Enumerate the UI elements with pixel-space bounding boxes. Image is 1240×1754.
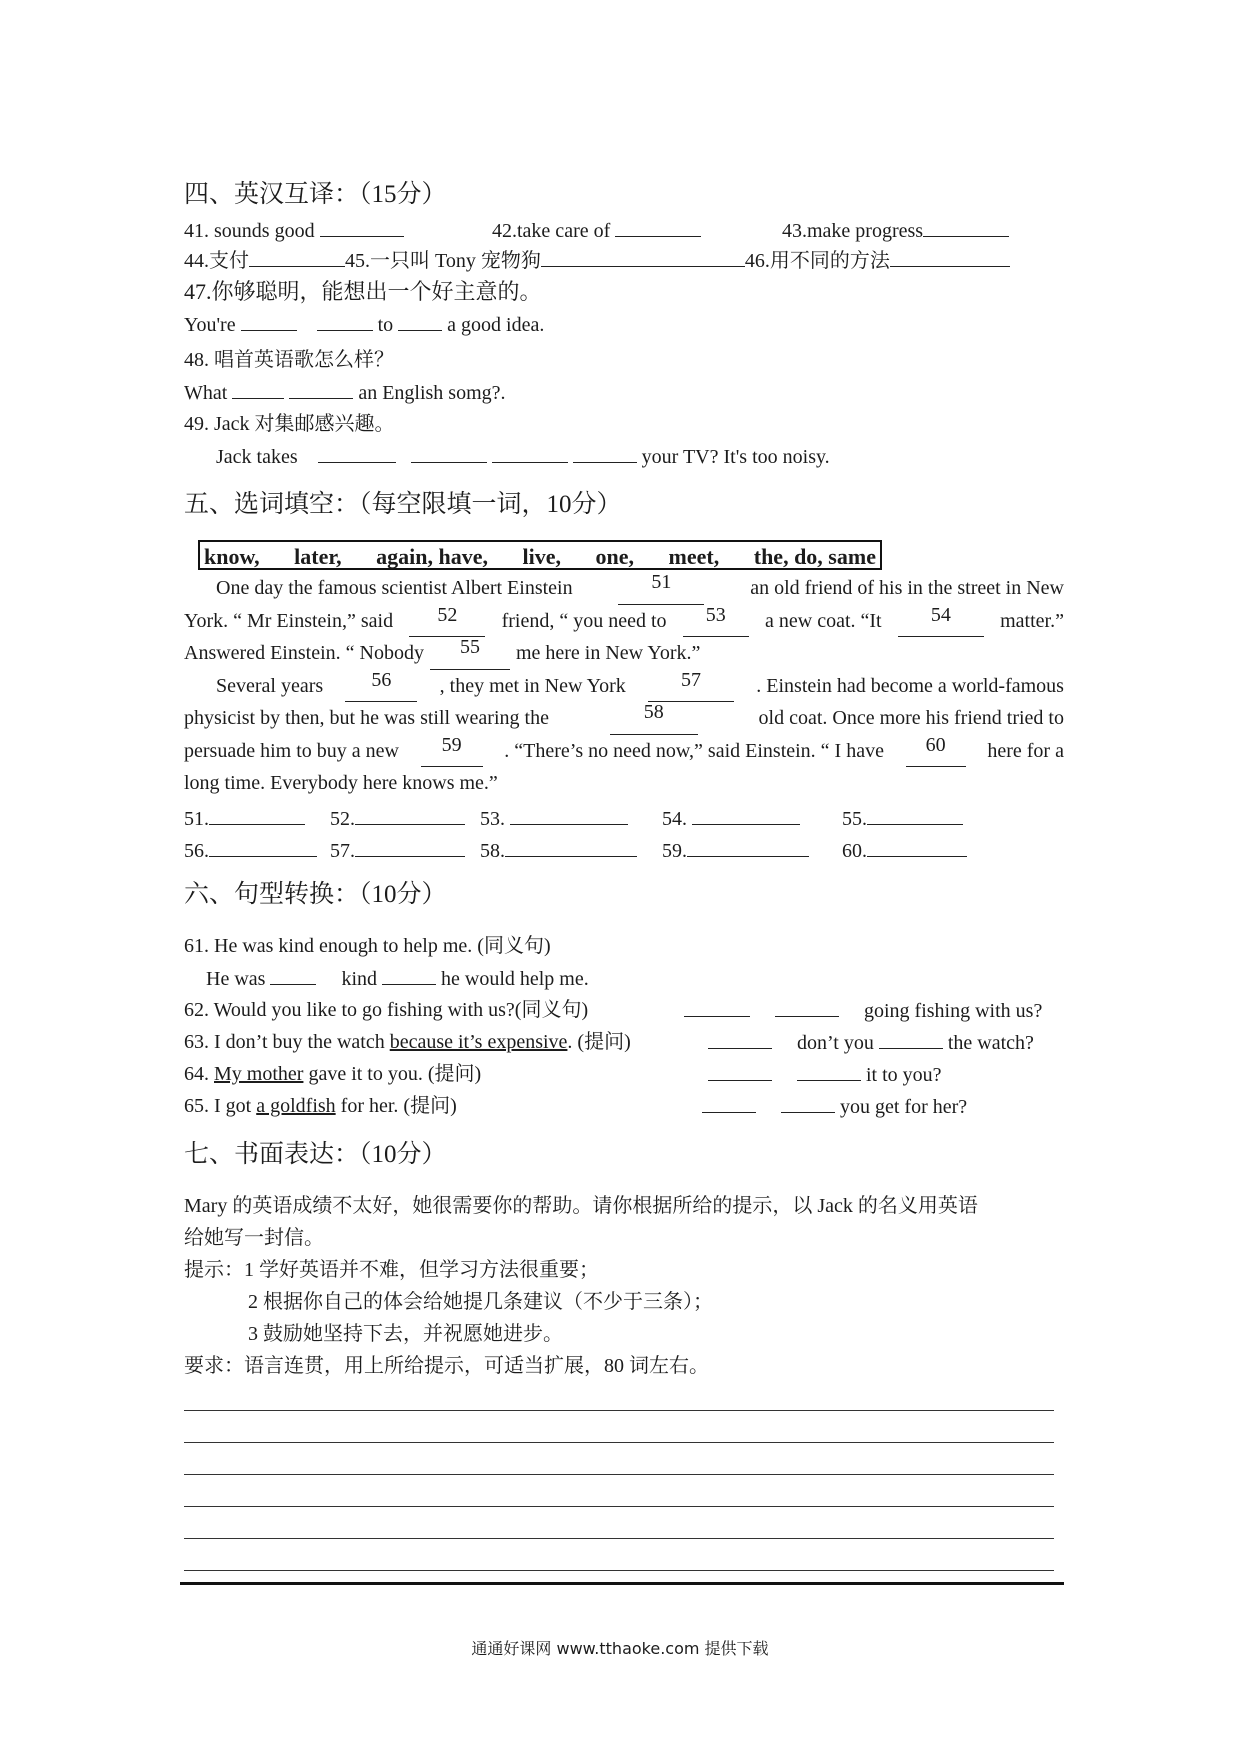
section-5-title: 五、选词填空：（每空限填一词，10分） [184, 491, 622, 518]
passage-text: . Einstein had become a world-famous [756, 674, 1064, 697]
word-bank-item: meet, [668, 544, 720, 569]
q65-underlined: a goldfish [256, 1095, 336, 1117]
q49-blank-3[interactable] [492, 444, 568, 463]
q61-blank-2[interactable] [382, 966, 436, 985]
blank-56[interactable]: 56 [345, 670, 417, 703]
passage-line [184, 702, 1064, 735]
q65-text: 65. I got [184, 1095, 257, 1117]
question-48: 48. 唱首英语歌怎么样？ [184, 349, 394, 371]
answer-blank-55[interactable] [867, 806, 963, 825]
passage-text: persuade him to buy a new [184, 739, 399, 762]
q65-blank-2[interactable] [781, 1094, 835, 1113]
word-bank-item: know, [204, 544, 260, 569]
writing-line[interactable] [184, 1570, 1054, 1571]
answer-blank-52[interactable] [355, 806, 465, 825]
blank-60[interactable]: 60 [906, 735, 966, 768]
passage-text: , they met in New York [439, 674, 626, 697]
writing-intro-1: Mary 的英语成绩不太好，她很需要你的帮助。请你根据所给的提示，以 Jack 的名义用英语 [184, 1195, 978, 1217]
answer-blank-56[interactable] [209, 838, 317, 857]
question-62: 62. Would you like to go fishing with us?(同义句) [184, 999, 589, 1021]
section-7-title: 七、书面表达：（10分） [184, 1141, 447, 1168]
q44-text: 44.支付 [184, 250, 249, 272]
passage-text: Several years [216, 674, 324, 697]
question-63 [184, 1030, 631, 1054]
question-47-answer [184, 312, 544, 337]
word-bank-item: the, do, same [753, 544, 876, 569]
cloze-passage [184, 572, 1064, 800]
question-48-answer [184, 380, 506, 405]
q49-tail: your TV? It's too noisy. [641, 446, 830, 468]
answer-label: 55. [842, 808, 867, 830]
answer-label: 59. [662, 840, 687, 862]
question-65 [184, 1094, 457, 1118]
q64-text: gave it to you. (提问) [303, 1063, 482, 1085]
q63-blank-2[interactable] [879, 1030, 943, 1049]
q48-blank-2[interactable] [289, 380, 353, 399]
blank-58[interactable]: 58 [610, 702, 698, 735]
q46-text: 46.用不同的方法 [744, 250, 890, 272]
answer-blank-54[interactable] [692, 806, 800, 825]
passage-text: long time. Everybody here knows me.” [184, 772, 498, 794]
q61-kind: kind [341, 968, 377, 990]
q64-underlined: My mother [214, 1063, 304, 1085]
q49-blank-1[interactable] [318, 444, 396, 463]
passage-text: friend, “ you need to [501, 609, 667, 632]
question-61: 61. He was kind enough to help me. (同义句) [184, 935, 551, 957]
writing-line[interactable] [184, 1538, 1054, 1539]
answer-label: 54. [662, 808, 687, 830]
word-bank-item: again, have, [376, 544, 488, 569]
q47-tail: a good idea. [447, 314, 545, 336]
writing-tip-2: 2 根据你自己的体会给她提几条建议（不少于三条）； [248, 1291, 713, 1313]
answer-label: 57. [330, 840, 355, 862]
writing-tip-3: 3 鼓励她坚持下去，并祝愿她进步。 [248, 1323, 563, 1345]
question-47: 47.你够聪明，能想出一个好主意的。 [184, 279, 542, 304]
q61-lead: He was [206, 968, 266, 990]
answer-blank-51[interactable] [209, 806, 305, 825]
q41-text: 41. sounds good [184, 220, 315, 242]
question-49-answer [216, 444, 830, 469]
writing-tip-1: 提示：1 学好英语并不难，但学习方法很重要； [184, 1259, 599, 1281]
question-65-answer [702, 1094, 967, 1119]
passage-text: a new coat. “It [765, 609, 882, 632]
answer-blank-53[interactable] [510, 806, 628, 825]
word-bank [198, 540, 882, 570]
passage-line [184, 767, 1064, 800]
question-63-answer [708, 1030, 1034, 1055]
passage-text: One day the famous scientist Albert Einstein [216, 577, 573, 599]
question-61-answer [206, 966, 589, 991]
q41-blank[interactable] [320, 218, 404, 237]
word-bank-item: live, [522, 544, 562, 569]
q48-tail: an English somg?. [358, 382, 506, 404]
blank-53[interactable]: 53 [683, 605, 749, 638]
passage-text: Answered Einstein. “ Nobody [184, 642, 424, 664]
question-62-answer [684, 998, 1042, 1023]
q48-blank-1[interactable] [232, 380, 284, 399]
writing-line[interactable] [184, 1442, 1054, 1443]
answer-label: 52. [330, 808, 355, 830]
passage-line [184, 605, 1064, 638]
question-43 [782, 218, 1009, 243]
q43-text: 43.make progress [782, 220, 924, 242]
answer-blank-58[interactable] [505, 838, 637, 857]
q65-blank-1[interactable] [702, 1094, 756, 1113]
writing-line[interactable] [184, 1474, 1054, 1475]
answer-label: 58. [480, 840, 505, 862]
q49-lead: Jack takes [216, 446, 298, 468]
q64-blank-2[interactable] [797, 1062, 861, 1081]
q64-tail: it to you? [866, 1064, 942, 1086]
q47-blank-3[interactable] [398, 312, 442, 331]
q64-blank-1[interactable] [708, 1062, 772, 1081]
q47-lead: You're [184, 314, 236, 336]
q63-tail: the watch? [947, 1032, 1034, 1054]
q49-blank-2[interactable] [411, 444, 487, 463]
writing-line[interactable] [184, 1506, 1054, 1507]
q45-blank[interactable] [541, 248, 745, 267]
question-49: 49. Jack 对集邮感兴趣。 [184, 413, 395, 435]
q49-blank-4[interactable] [573, 444, 637, 463]
question-42 [492, 218, 701, 243]
word-bank-item: later, [294, 544, 342, 569]
writing-requirement: 要求：语言连贯，用上所给提示，可适当扩展，80 词左右。 [184, 1355, 709, 1377]
passage-line [184, 670, 1064, 703]
q62-tail: going fishing with us? [864, 1000, 1043, 1022]
passage-text: here for a [987, 739, 1064, 762]
q45-text: 45.一只叫 Tony 宠物狗 [345, 250, 541, 272]
passage-text: physicist by then, but he was still wearing the [184, 707, 549, 729]
answer-blank-57[interactable] [355, 838, 465, 857]
passage-line [184, 735, 1064, 768]
q47-to: to [377, 314, 394, 336]
blank-52[interactable]: 52 [409, 605, 485, 638]
passage-text: York. “ Mr Einstein,” said [184, 609, 394, 632]
q61-tail: he would help me. [441, 968, 589, 990]
q48-lead: What [184, 382, 228, 404]
q61-blank-1[interactable] [270, 966, 316, 985]
q65-text: for her. (提问) [335, 1095, 457, 1117]
blank-54[interactable]: 54 [898, 605, 984, 638]
word-bank-item: one, [595, 544, 635, 569]
q62-blank-2[interactable] [775, 998, 839, 1017]
passage-text: an old friend of his in the street in New [750, 577, 1064, 599]
answer-label: 56. [184, 840, 209, 862]
q47-blank-1[interactable] [241, 312, 297, 331]
section-4-title: 四、英汉互译：（15分） [184, 181, 447, 208]
writing-intro-2: 给她写一封信。 [184, 1227, 324, 1249]
blank-55[interactable]: 55 [430, 637, 510, 670]
q63-blank-1[interactable] [708, 1030, 772, 1049]
q46-blank[interactable] [890, 248, 1010, 267]
passage-text: old coat. Once more his friend tried to [758, 707, 1064, 729]
q64-text: 64. [184, 1063, 214, 1085]
passage-text: matter.” [1000, 609, 1064, 632]
q63-text: . (提问) [567, 1031, 631, 1053]
blank-51[interactable]: 51 [618, 572, 704, 605]
question-64 [184, 1062, 481, 1086]
question-44-46 [184, 248, 1010, 273]
blank-57[interactable]: 57 [648, 670, 734, 703]
passage-line [184, 572, 1064, 605]
passage-text: me here in New York.” [515, 642, 701, 664]
bottom-divider [180, 1582, 1064, 1585]
q65-tail: you get for her? [840, 1096, 968, 1118]
question-64-answer [708, 1062, 942, 1087]
passage-line [184, 637, 1064, 670]
q42-text: 42.take care of [492, 220, 611, 242]
answer-label: 51. [184, 808, 209, 830]
q42-blank[interactable] [615, 218, 701, 237]
writing-line[interactable] [184, 1410, 1054, 1411]
q43-blank[interactable] [923, 218, 1009, 237]
q63-mid: don’t you [797, 1032, 874, 1054]
q63-underlined: because it’s expensive [389, 1031, 568, 1053]
page-footer: 通通好课网 www.tthaoke.com 提供下载 [471, 1639, 769, 1658]
answer-blank-59[interactable] [687, 838, 809, 857]
answer-label: 53. [480, 808, 505, 830]
answer-blank-60[interactable] [867, 838, 967, 857]
passage-text: . “There’s no need now,” said Einstein. “ I have [504, 739, 884, 762]
section-6-title: 六、句型转换：（10分） [184, 881, 447, 908]
question-41 [184, 218, 404, 243]
q47-blank-2[interactable] [317, 312, 373, 331]
answer-label: 60. [842, 840, 867, 862]
q62-blank-1[interactable] [684, 998, 750, 1017]
q44-blank[interactable] [249, 248, 345, 267]
blank-59[interactable]: 59 [421, 735, 483, 768]
q63-text: 63. I don’t buy the watch [184, 1031, 390, 1053]
